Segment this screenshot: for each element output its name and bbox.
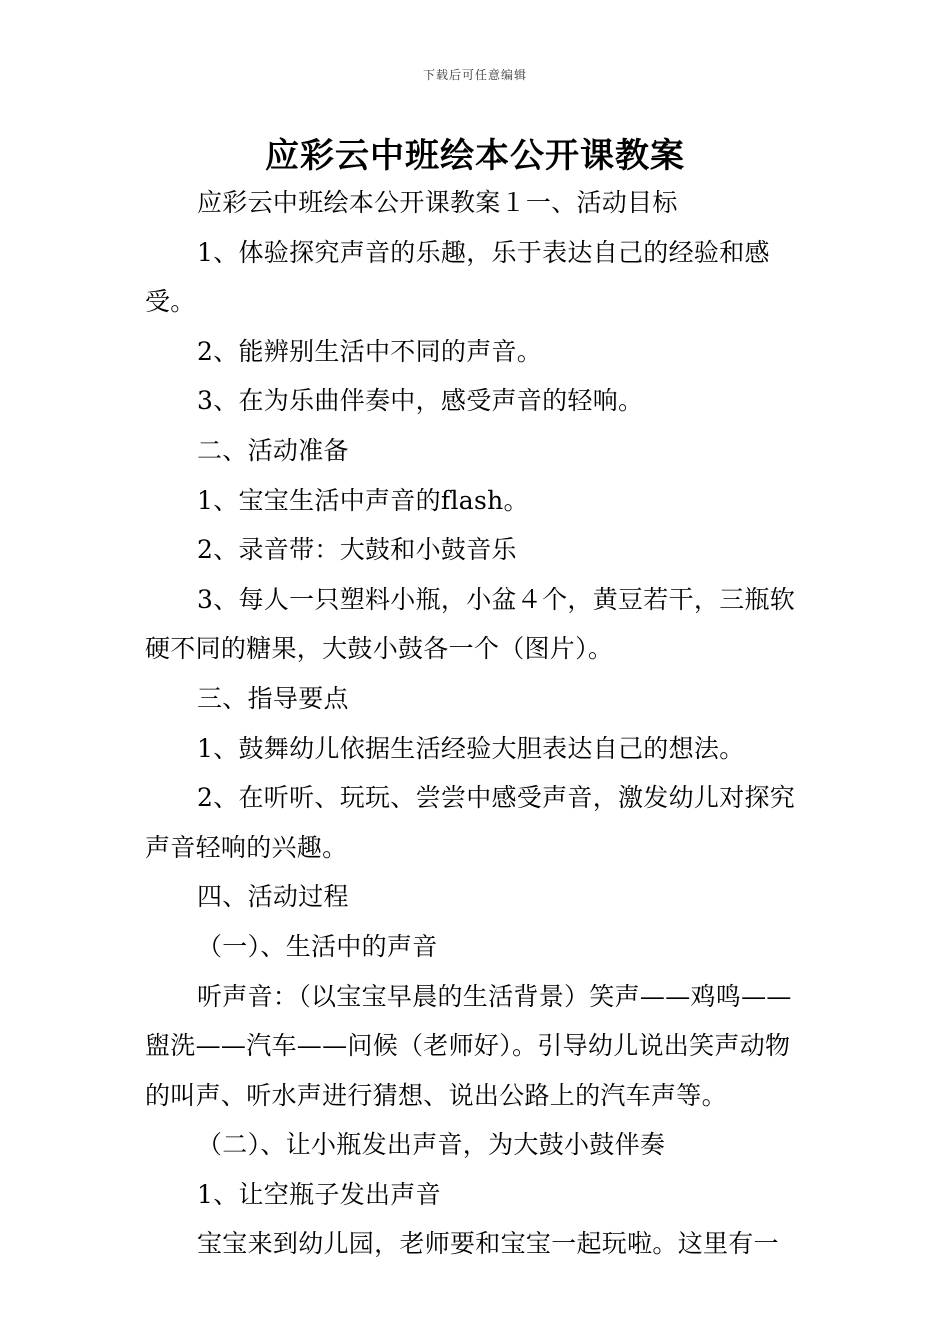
paragraph: 2、在听听、玩玩、尝尝中感受声音，激发幼儿对探究声音轻响的兴趣。 (145, 783, 796, 862)
section-heading: 二、活动准备 (197, 435, 349, 465)
section-heading: 四、活动过程 (197, 882, 349, 912)
paragraph: 1、让空瓶子发出声音 (197, 1179, 441, 1209)
paragraph: 2、录音带：大鼓和小鼓音乐 (197, 535, 517, 565)
document-title: 应彩云中班绘本公开课教案 (265, 136, 685, 176)
paragraph: 1、体验探究声音的乐趣，乐于表达自己的经验和感受。 (145, 237, 770, 317)
section-heading: 三、指导要点 (197, 683, 349, 713)
paragraph: 1、鼓舞幼儿依据生活经验大胆表达自己的想法。 (197, 733, 745, 763)
subsection-heading: （二）、让小瓶发出声音，为大鼓小鼓伴奏 (197, 1130, 666, 1160)
subsection-heading: （一）、生活中的声音 (197, 931, 438, 961)
paragraph: 应彩云中班绘本公开课教案１一、活动目标 (197, 188, 678, 217)
paragraph: 3、在为乐曲伴奏中，感受声音的轻响。 (197, 386, 644, 416)
paragraph: 1、宝宝生活中声音的flash。 (197, 485, 529, 515)
paragraph: 2、能辨别生活中不同的声音。 (197, 336, 543, 366)
paragraph: 3、每人一只塑料小瓶，小盆４个，黄豆若干，三瓶软硬不同的糖果，大鼓小鼓各一个（图片）。 (145, 584, 796, 664)
header-note: 下载后可任意编辑 (422, 68, 527, 82)
paragraph: 听声音：（以宝宝早晨的生活背景）笑声——鸡鸣——盥洗——汽车——问候（老师好）。引导幼儿说出笑声动物的叫声、听水声进行猜想、说出公路上的汽车声等。 (145, 981, 792, 1110)
document-body (145, 178, 815, 1269)
paragraph: 宝宝来到幼儿园，老师要和宝宝一起玩啦。这里有一 (197, 1229, 779, 1259)
